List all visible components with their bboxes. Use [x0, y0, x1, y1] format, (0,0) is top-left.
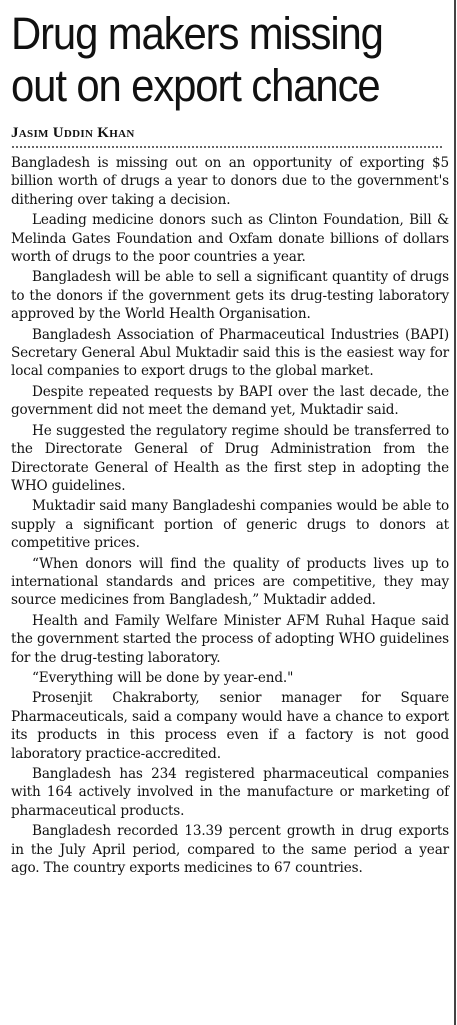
paragraph: He suggested the regulatory regime should be transferred to the Directorate General of Drug Administration from the Directorate General of Health as the first step in adopting the WHO guidelines. — [11, 422, 449, 494]
news-article — [11, 8, 449, 879]
paragraph: Muktadir said many Bangladeshi companies would be able to supply a significant portion of generic drugs to donors at competitive prices. — [11, 498, 449, 552]
paragraph: Prosenjit Chakraborty, senior manager for Square Pharmaceuticals, said a company would have a chance to export its products in this process even if a factory is not good laboratory practice-accredited. — [11, 690, 449, 762]
paragraph: Bangladesh is missing out on an opportunity of exporting $5 billion worth of drugs a year to donors due to the government's dithering over taking a decision. — [11, 155, 449, 208]
paragraph: Bangladesh will be able to sell a significant quantity of drugs to the donors if the government gets its drug-testing laboratory approved by the World Health Organisation. — [11, 269, 449, 323]
paragraph: Leading medicine donors such as Clinton Foundation, Bill & Melinda Gates Foundation and Oxfam donate billions of dollars worth of drugs to the poor countries a year. — [11, 212, 449, 266]
paragraph: “When donors will find the quality of products lives up to international standards and prices are competitive, they may source medicines from Bangladesh,” Muktadir added. — [11, 555, 449, 609]
column-rule — [454, 0, 456, 1025]
article-body — [11, 154, 449, 877]
paragraph: Bangladesh has 234 registered pharmaceutical companies with 164 actively involved in the manufacture or marketing of pharmaceutical products. — [11, 766, 449, 819]
headline: Drug makers missing out on export chance — [11, 8, 383, 111]
paragraph: Despite repeated requests by BAPI over the last decade, the government did not meet the demand yet, Muktadir said. — [11, 383, 449, 419]
dotted-divider — [11, 146, 443, 148]
paragraph: Bangladesh Association of Pharmaceutical Industries (BAPI) Secretary General Abul Muktadir said this is the easiest way for local companies to export drugs to the global market. — [11, 326, 449, 380]
byline: Jasim Uddin Khan — [11, 125, 135, 141]
paragraph: “Everything will be done by year-end." — [32, 669, 294, 686]
paragraph: Bangladesh recorded 13.39 percent growth in drug exports in the July April period, compared to the same period a year ago. The country exports medicines to 67 countries. — [11, 823, 449, 877]
paragraph: Health and Family Welfare Minister AFM Ruhal Haque said the government started the process of adopting WHO guidelines for the drug-testing laboratory. — [11, 612, 449, 666]
